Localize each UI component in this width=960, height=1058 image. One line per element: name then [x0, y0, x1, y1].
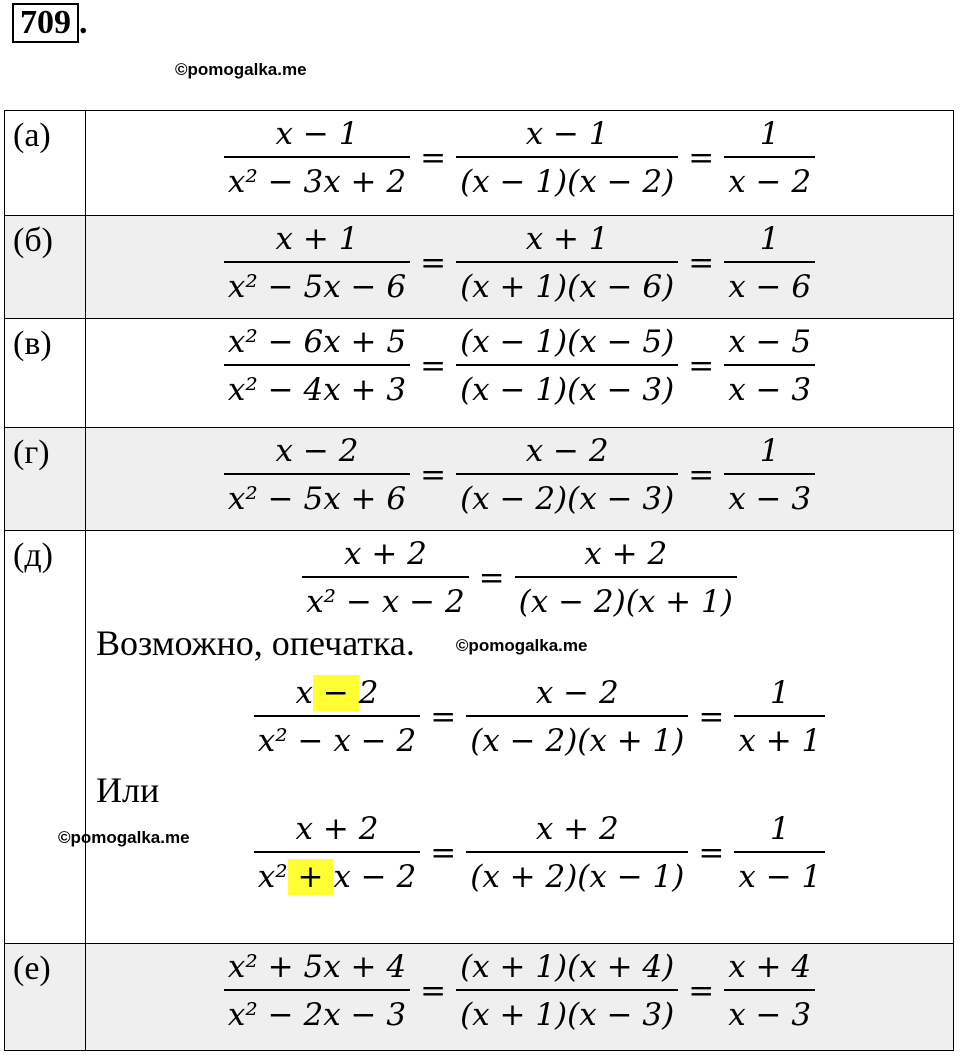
- fraction: [734, 674, 825, 760]
- watermark: ©pomogalka.me: [175, 60, 307, 79]
- equals-sign: =: [688, 457, 715, 493]
- numerator: x + 1: [525, 221, 609, 257]
- fraction: [456, 115, 678, 201]
- row-label: (г): [5, 428, 86, 531]
- highlighted-sign: +: [287, 859, 334, 895]
- equation: [218, 948, 821, 1034]
- fraction: [224, 115, 410, 201]
- problem-number-box: 709: [12, 3, 79, 43]
- numerator: (x − 1)(x − 5): [460, 324, 675, 360]
- denominator: x² − x − 2: [302, 576, 468, 621]
- equation: [248, 674, 832, 760]
- equals-sign: =: [688, 348, 715, 384]
- denominator: x − 6: [724, 261, 815, 306]
- denominator: x − 2: [724, 156, 815, 201]
- note-or: Или: [96, 770, 160, 810]
- table-row: [5, 531, 954, 944]
- table-row: [5, 216, 954, 319]
- table-row: [5, 319, 954, 428]
- problem-number-dot: .: [79, 4, 88, 41]
- numerator: x − 2: [535, 675, 619, 711]
- numerator: 1: [759, 433, 780, 469]
- denominator: x² − 5x + 6: [224, 473, 410, 518]
- equals-sign: =: [420, 140, 447, 176]
- numerator: x − 2: [525, 433, 609, 469]
- row-label: (а): [5, 111, 86, 216]
- fraction: [515, 535, 737, 621]
- row-label: (е): [5, 944, 86, 1051]
- fraction: [254, 674, 420, 760]
- equals-sign: =: [688, 140, 715, 176]
- denominator: x² − x − 2: [254, 715, 420, 760]
- equals-sign: =: [698, 835, 725, 871]
- denominator: (x − 1)(x − 2): [456, 156, 678, 201]
- denominator: x² − 2x − 3: [224, 989, 410, 1034]
- denominator: x² − 5x − 6: [224, 261, 410, 306]
- fraction: [724, 432, 815, 518]
- equation: [218, 432, 821, 518]
- row-label: (д): [5, 531, 86, 944]
- fraction: [456, 220, 678, 306]
- numerator: x − 1: [275, 116, 359, 152]
- denominator: (x − 1)(x − 3): [456, 364, 678, 409]
- fraction: [456, 323, 678, 409]
- denominator: (x − 2)(x + 1): [515, 576, 737, 621]
- equals-sign: =: [688, 973, 715, 1009]
- row-work: [86, 428, 954, 531]
- fraction: [724, 115, 815, 201]
- numerator: x − 1: [525, 116, 609, 152]
- equals-sign: =: [430, 699, 457, 735]
- equals-sign: =: [430, 835, 457, 871]
- fraction: [302, 535, 468, 621]
- denominator: (x − 2)(x − 3): [456, 473, 678, 518]
- numerator: x + 1: [275, 221, 359, 257]
- equals-sign: =: [420, 457, 447, 493]
- table-row: [5, 111, 954, 216]
- equals-sign: =: [420, 245, 447, 281]
- equals-sign: =: [478, 560, 505, 596]
- solution-table: [4, 110, 954, 1051]
- numerator: x + 2: [535, 811, 619, 847]
- denominator: x² − 3x + 2: [224, 156, 410, 201]
- equation: [218, 220, 821, 306]
- numerator: 1: [759, 221, 780, 257]
- numerator: 1: [759, 116, 780, 152]
- note-typo-text: Возможно, опечатка.: [96, 623, 415, 663]
- equals-sign: =: [420, 973, 447, 1009]
- denominator: [254, 851, 421, 896]
- denominator-part: x²: [257, 859, 288, 895]
- numerator: x² + 5x + 4: [227, 949, 407, 985]
- fraction: [724, 323, 815, 409]
- equation: [218, 323, 821, 409]
- fraction: [456, 432, 678, 518]
- fraction: [224, 948, 410, 1034]
- denominator: (x − 2)(x + 1): [466, 715, 688, 760]
- table-row: [5, 944, 954, 1051]
- row-work: [86, 944, 954, 1051]
- denominator: x + 1: [734, 715, 825, 760]
- numerator: x − 5: [728, 324, 812, 360]
- table-row: [5, 428, 954, 531]
- numerator: x + 2: [584, 536, 668, 572]
- numerator-part: x: [295, 675, 314, 711]
- denominator: x − 3: [724, 989, 815, 1034]
- fraction: [466, 810, 688, 896]
- denominator: x − 1: [734, 851, 825, 896]
- numerator: [292, 674, 383, 715]
- denominator: (x + 1)(x − 6): [456, 261, 678, 306]
- numerator: x + 2: [295, 811, 379, 847]
- fraction: [724, 948, 815, 1034]
- numerator: 1: [769, 675, 790, 711]
- equation: [296, 535, 743, 621]
- numerator: x − 2: [275, 433, 359, 469]
- watermark: ©pomogalka.me: [455, 636, 588, 655]
- fraction: [456, 948, 678, 1034]
- note-typo: [86, 623, 953, 670]
- row-label: (в): [5, 319, 86, 428]
- row-work: [86, 531, 954, 944]
- row-label: (б): [5, 216, 86, 319]
- denominator-part: x − 2: [333, 859, 417, 895]
- numerator: 1: [769, 811, 790, 847]
- numerator: x² − 6x + 5: [227, 324, 407, 360]
- fraction: [466, 674, 688, 760]
- equation: [218, 115, 821, 201]
- denominator: x − 3: [724, 364, 815, 409]
- watermark: ©pomogalka.me: [58, 828, 190, 847]
- equals-sign: =: [688, 245, 715, 281]
- numerator: (x + 1)(x + 4): [460, 949, 675, 985]
- row-work: [86, 319, 954, 428]
- fraction: [734, 810, 825, 896]
- denominator: (x + 2)(x − 1): [466, 851, 688, 896]
- fraction: [724, 220, 815, 306]
- numerator-part: 2: [358, 675, 379, 711]
- denominator: x² − 4x + 3: [224, 364, 410, 409]
- highlighted-sign: −: [313, 675, 359, 711]
- fraction: [224, 432, 410, 518]
- numerator: x + 4: [728, 949, 812, 985]
- equals-sign: =: [698, 699, 725, 735]
- row-work: [86, 111, 954, 216]
- denominator: (x + 1)(x − 3): [456, 989, 678, 1034]
- equation: [248, 810, 832, 896]
- equals-sign: =: [420, 348, 447, 384]
- numerator: x + 2: [343, 536, 427, 572]
- problem-number: [12, 4, 88, 42]
- fraction: [224, 323, 410, 409]
- row-work: [86, 216, 954, 319]
- denominator: x − 3: [724, 473, 815, 518]
- fraction: [224, 220, 410, 306]
- fraction: [254, 810, 421, 896]
